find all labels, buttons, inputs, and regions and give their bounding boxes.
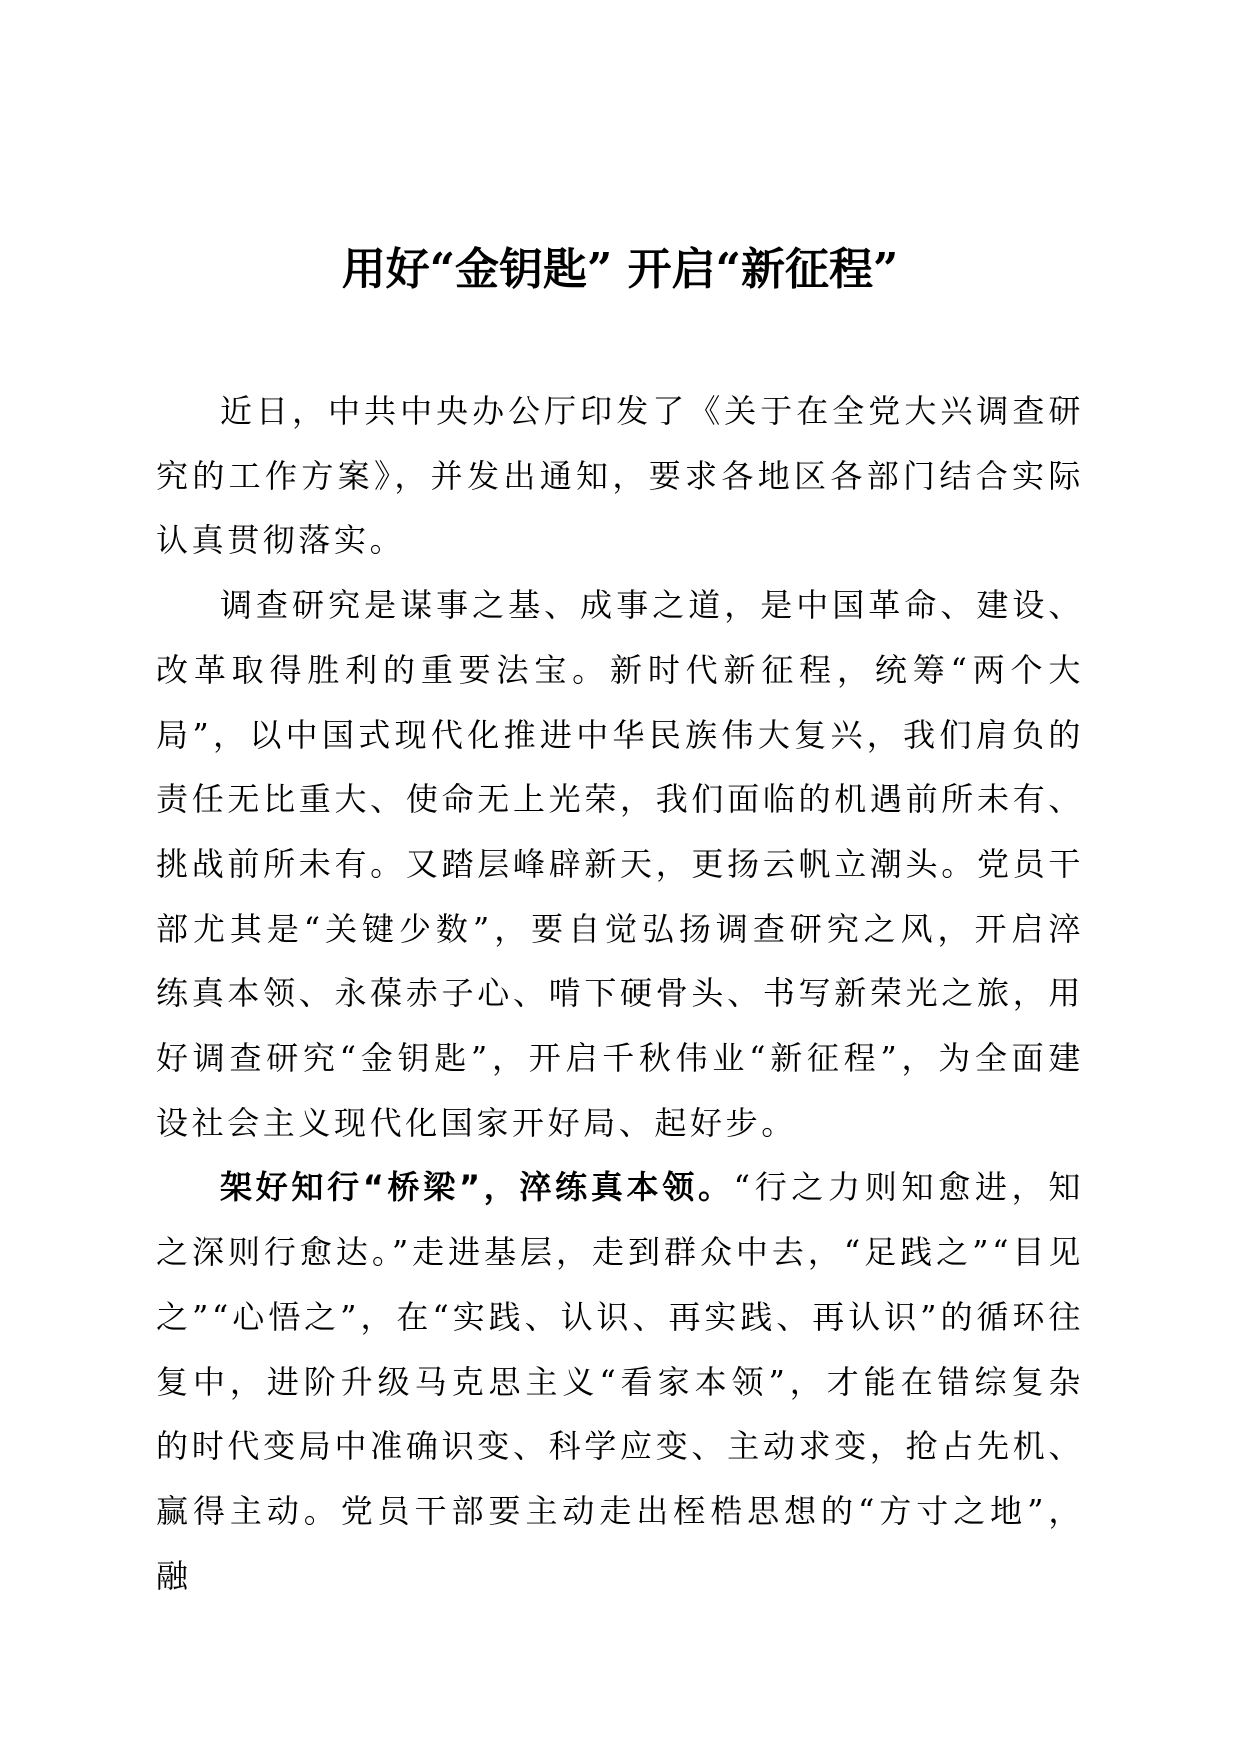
paragraph-text: 调查研究是谋事之基、成事之道，是中国革命、建设、改革取得胜利的重要法宝。新时代新征程，统筹“两个大局”，以中国式现代化推进中华民族伟大复兴，我们肩负的责任无比重大、使命无上光荣，我们面临的机遇前所未有、挑战前所未有。又踏层峰辟新天，更扬云帆立潮头。党员干部尤其是“关键少数”，要自觉弘扬调查研究之风，开启淬练真本领、永葆赤子心、啃下硬骨头、书写新荣光之旅，用好调查研究“金钥匙”，开启千秋伟业“新征程”，为全面建设社会主义现代化国家开好局、起好步。 (156, 586, 1084, 1142)
paragraph-2 (156, 573, 1084, 1155)
paragraph-1 (156, 379, 1084, 573)
paragraph-text: “行之力则知愈进，知之深则行愈达。”走进基层，走到群众中去，“足践之”“目见之”“心悟之”，在“实践、认识、再实践、再认识”的循环往复中，进阶升级马克思主义“看家本领”，才能在错综复杂的时代变局中准确识变、科学应变、主动求变，抢占先机、赢得主动。党员干部要主动走出桎梏思想的“方寸之地”，融 (156, 1168, 1084, 1595)
document-title: 用好“金钥匙” 开启“新征程” (341, 244, 899, 295)
paragraph-lead: 架好知行“桥梁”，淬练真本领。 (220, 1168, 734, 1207)
paragraph-3 (156, 1155, 1084, 1608)
paragraph-text: 近日，中共中央办公厅印发了《关于在全党大兴调查研究的工作方案》，并发出通知，要求各地区各部门结合实际认真贯彻落实。 (156, 392, 1084, 560)
document-body (156, 379, 1084, 1608)
